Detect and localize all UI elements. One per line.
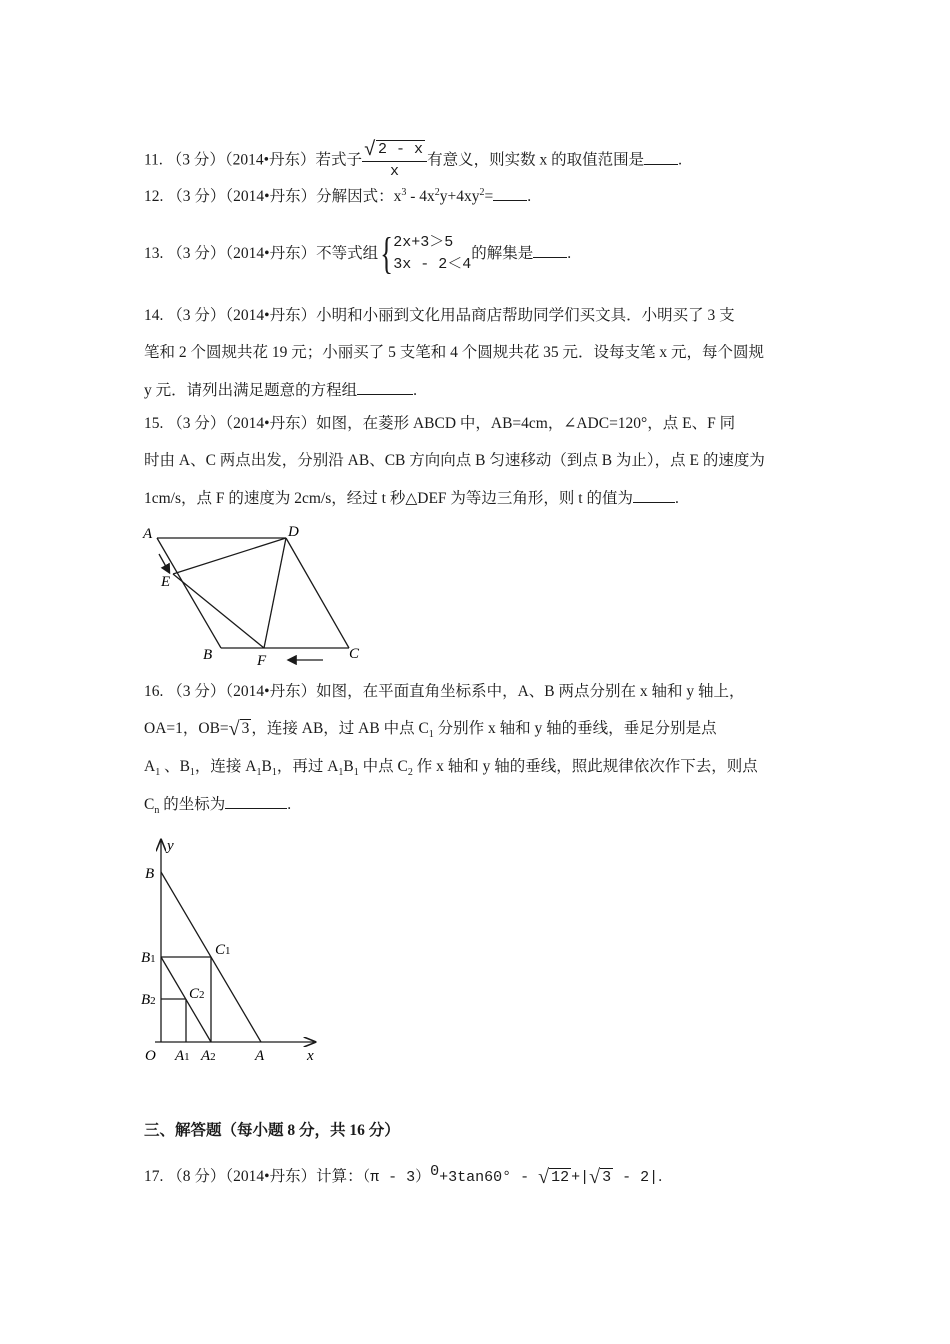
- q13-number: 13.: [144, 245, 164, 262]
- q16-line3h: 作 x 轴和 y 轴的垂线，照此规律依次作下去，则点: [412, 758, 758, 775]
- label-C1: [215, 942, 231, 958]
- question-16-line2: [144, 719, 717, 739]
- label-C1-letter: C: [215, 942, 226, 958]
- q12-score: （3 分）: [167, 188, 226, 205]
- q16-coordinate-figure: [135, 832, 335, 1072]
- q16-line3g: 中点 C: [358, 758, 408, 775]
- label-B: B: [203, 647, 213, 663]
- q17-radical-icon-2: √: [589, 1166, 601, 1188]
- q14-source: （2014•丹东）: [225, 307, 317, 324]
- q16-line3b: 、B: [160, 758, 190, 775]
- q17-end: .: [658, 1168, 663, 1185]
- q13-ineq2: 3x - 2＜4: [393, 256, 472, 274]
- q16-radical-icon: √: [228, 718, 240, 740]
- label-A1-letter: A: [175, 1048, 185, 1064]
- q11-end: .: [678, 151, 682, 169]
- segment-ED: [173, 538, 286, 574]
- q15-answer-blank[interactable]: [633, 488, 675, 503]
- q17-expr-e: - 2|: [613, 1169, 659, 1186]
- q16-line3c: ，连接 A: [194, 758, 257, 775]
- q11-denominator: x: [362, 161, 427, 182]
- q15-rhombus-figure: [135, 518, 375, 670]
- q15-end: .: [675, 490, 679, 507]
- q11-number: 11.: [144, 151, 163, 169]
- q16-sub-c2: 2: [407, 767, 413, 779]
- label-C: C: [349, 646, 360, 662]
- label-C2-sub: 2: [199, 989, 205, 1001]
- q13-score: （3 分）: [167, 245, 226, 262]
- q15-score: （3 分）: [167, 415, 226, 432]
- segment-EF: [173, 574, 264, 648]
- question-16-line3: [144, 757, 758, 777]
- q12-end: .: [527, 188, 532, 205]
- q16-line2c: 分别作 x 轴和 y 轴的垂线，垂足分别是点: [433, 720, 717, 737]
- label-x: x: [307, 1048, 314, 1064]
- label-A2: [200, 1048, 216, 1064]
- q15-number: 15.: [144, 415, 164, 432]
- label-F: F: [257, 653, 267, 669]
- q17-radical-icon-1: √: [538, 1166, 550, 1188]
- q12-expr-a: x: [393, 188, 402, 205]
- label-C2-letter: C: [189, 986, 200, 1002]
- q13-tail: 的解集是: [471, 245, 534, 262]
- q12-source: （2014•丹东）: [225, 188, 317, 205]
- q16-sub-b1b: 1: [271, 767, 277, 779]
- segment-FD: [264, 538, 286, 648]
- q17-sqrt3: 3: [602, 1169, 612, 1186]
- question-11: [144, 140, 682, 182]
- label-A: A: [255, 1048, 265, 1064]
- question-14-line3: [144, 380, 417, 401]
- label-B1-sub: 1: [150, 953, 156, 965]
- q14-answer-blank[interactable]: [357, 380, 413, 395]
- q11-tail: 有意义，则实数 x 的取值范围是: [427, 151, 645, 169]
- q14-score: （3 分）: [167, 307, 226, 324]
- q17-lead: 计算：: [316, 1168, 363, 1185]
- q12-number: 12.: [144, 188, 164, 205]
- label-B2: [141, 992, 156, 1008]
- label-A1: [174, 1048, 190, 1064]
- question-16-line4: [144, 794, 291, 815]
- q12-exp2b: 2: [479, 186, 485, 198]
- q14-number: 14.: [144, 307, 164, 324]
- q16-line1: 如图，在平面直角坐标系中，A、B 两点分别在 x 轴和 y 轴上，: [316, 683, 745, 700]
- q11-score: （3 分）: [166, 151, 225, 169]
- q16-line4b: 的坐标为: [159, 796, 226, 813]
- q16-number: 16.: [144, 683, 164, 700]
- q16-end: .: [287, 796, 292, 813]
- label-E: E: [161, 574, 171, 590]
- q11-source: （2014•丹东）: [224, 151, 316, 169]
- q13-ineq1: 2x+3＞5: [393, 234, 454, 252]
- q17-expr-c: -: [511, 1169, 539, 1186]
- q13-lead: 不等式组: [316, 245, 379, 262]
- q17-exp0: 0: [430, 1162, 440, 1180]
- q16-sub-a1c: 1: [338, 767, 344, 779]
- q11-lead: 若式子: [315, 151, 363, 169]
- q11-fraction: [362, 140, 427, 182]
- q16-line2b: ，连接 AB，过 AB 中点 C: [251, 720, 429, 737]
- q17-expr-a: （π - 3）: [362, 1169, 431, 1186]
- q12-lead: 分解因式：: [316, 188, 394, 205]
- q16-line3e: ，再过 A: [276, 758, 339, 775]
- q15-line3: 1cm/s，点 F 的速度为 2cm/s，经过 t 秒△DEF 为等边三角形，则 t 的值为: [144, 490, 633, 507]
- q16-score: （3 分）: [167, 683, 226, 700]
- label-y: y: [167, 838, 174, 854]
- q13-answer-blank[interactable]: [533, 243, 567, 258]
- q16-line3d: B: [261, 758, 272, 775]
- q17-number: 17.: [144, 1168, 164, 1185]
- q16-line3a: A: [144, 758, 156, 775]
- q12-answer-blank[interactable]: [493, 186, 527, 201]
- q16-answer-blank[interactable]: [225, 794, 287, 809]
- q17-score: （8 分）: [167, 1168, 226, 1185]
- q12-expr-d: =: [484, 188, 494, 205]
- q11-answer-blank[interactable]: [644, 150, 678, 165]
- q12-exp2a: 2: [434, 186, 440, 198]
- q13-source: （2014•丹东）: [225, 245, 317, 262]
- label-D: D: [288, 524, 299, 540]
- q12-exp3: 3: [401, 186, 407, 198]
- label-A2-sub: 2: [210, 1051, 216, 1063]
- question-15-line2: [144, 451, 765, 471]
- q12-expr-b: - 4x: [406, 188, 435, 205]
- label-A1-sub: 1: [184, 1051, 190, 1063]
- q11-numerator-text: 2 - x: [378, 141, 424, 158]
- question-14-line1: [144, 306, 735, 326]
- q17-source: （2014•丹东）: [225, 1168, 317, 1185]
- question-15-line3: [144, 488, 679, 509]
- question-14-line2: [144, 343, 764, 363]
- question-12: [144, 186, 531, 207]
- label-B2-sub: 2: [150, 995, 156, 1007]
- label-B: B: [145, 866, 155, 882]
- q16-sub1: 1: [428, 729, 434, 741]
- q17-expr-b: +3tan60°: [439, 1169, 512, 1186]
- label-C1-sub: 1: [225, 945, 231, 957]
- label-A: A: [143, 526, 153, 542]
- q16-line2a: OA=1，OB=: [144, 720, 229, 737]
- label-A2-letter: A: [201, 1048, 211, 1064]
- q16-sub-b1c: 1: [353, 767, 359, 779]
- q16-sqrt-arg: 3: [241, 720, 250, 737]
- q15-source: （2014•丹东）: [225, 415, 317, 432]
- q13-brace: {: [380, 229, 393, 279]
- q15-line1: 如图，在菱形 ABCD 中，AB=4cm，∠ADC=120°，点 E、F 同: [316, 415, 736, 432]
- q16-sub-a1b: 1: [256, 767, 262, 779]
- label-B1-letter: B: [141, 950, 151, 966]
- label-C2: [189, 986, 205, 1002]
- q13-system: [393, 232, 471, 276]
- question-16-line1: [144, 682, 745, 702]
- q15-line2: 时由 A、C 两点出发，分别沿 AB、CB 方向向点 B 匀速移动（到点 B 为止），点 E 的速度为: [144, 452, 765, 469]
- question-15-line1: [144, 414, 735, 434]
- q14-line1: 小明和小丽到文化用品商店帮助同学们买文具．小明买了 3 支: [316, 307, 735, 324]
- q16-line4a: C: [144, 796, 155, 813]
- q16-sub-n: n: [154, 805, 160, 817]
- segment-DC: [286, 538, 349, 648]
- q17-expr-d: +|: [571, 1169, 590, 1186]
- label-B2-letter: B: [141, 992, 151, 1008]
- q16-sub-a1: 1: [155, 767, 161, 779]
- q16-line3f: B: [343, 758, 354, 775]
- q14-line2: 笔和 2 个圆规共花 19 元；小丽买了 5 支笔和 4 个圆规共花 35 元．设每支笔 x 元，每个圆规: [144, 344, 765, 361]
- q11-numerator: √ 2 - x: [364, 139, 424, 162]
- question-17: [144, 1162, 663, 1188]
- section-3-title: 三、解答题（每小题 8 分，共 16 分）: [144, 1122, 400, 1139]
- q14-line3: y 元．请列出满足题意的方程组: [144, 382, 358, 399]
- question-13: [144, 229, 572, 279]
- q12-expr-c: y+4xy: [439, 188, 480, 205]
- label-O: O: [145, 1048, 156, 1064]
- q16-sub-b1: 1: [189, 767, 195, 779]
- q13-end: .: [567, 245, 572, 262]
- segment-BA: [157, 538, 221, 648]
- q17-sqrt12: 12: [551, 1169, 570, 1186]
- q14-end: .: [413, 382, 418, 399]
- label-B1: [141, 950, 156, 966]
- q16-source: （2014•丹东）: [225, 683, 317, 700]
